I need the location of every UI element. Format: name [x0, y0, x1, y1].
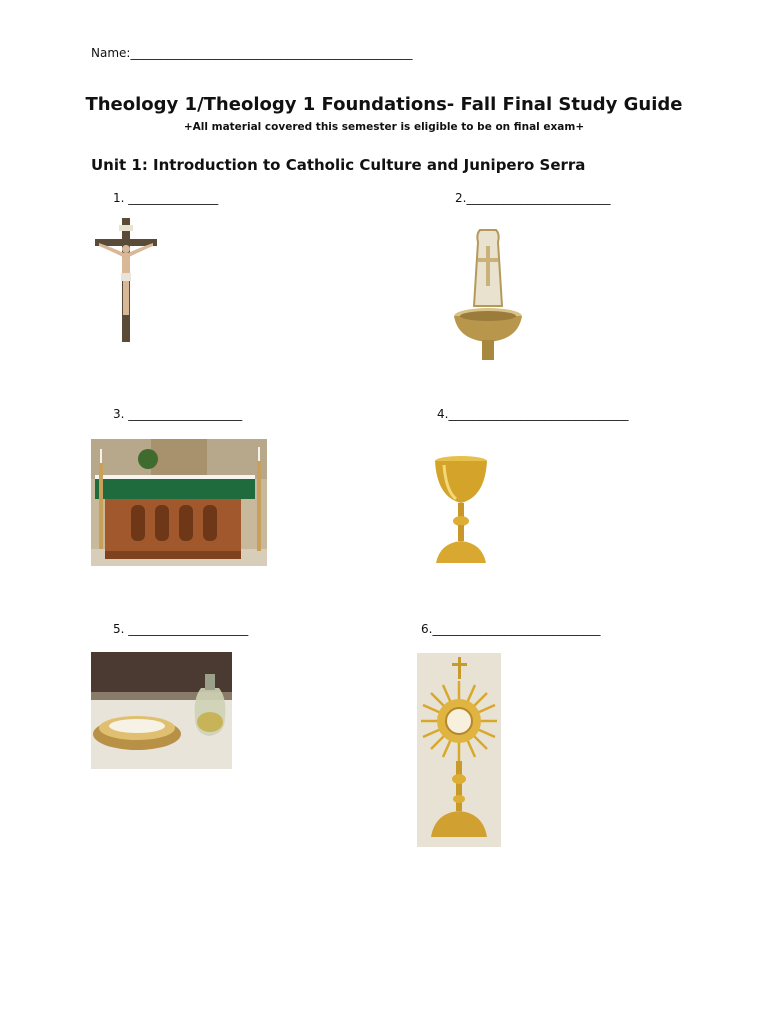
- altar-image: [91, 439, 267, 566]
- question-5-label: 5. ____________________: [113, 622, 249, 636]
- chalice-image: [430, 455, 492, 567]
- holy-water-font-image: [450, 228, 528, 362]
- question-2-label: 2.________________________: [455, 191, 611, 205]
- name-field-label: Name:_______________________________________________: [91, 46, 413, 60]
- question-6-label: 6.____________________________: [421, 622, 601, 636]
- question-4-label: 4.______________________________: [437, 407, 629, 421]
- monstrance-image: [417, 653, 501, 847]
- page-subtitle: +All material covered this semester is eligible to be on final exam+: [183, 121, 585, 133]
- unit-heading: Unit 1: Introduction to Catholic Culture and Junipero Serra: [91, 156, 586, 174]
- crucifix-image: [91, 215, 161, 345]
- page-title: Theology 1/Theology 1 Foundations- Fall Final Study Guide: [85, 94, 683, 115]
- question-1-label: 1. _______________: [113, 191, 219, 205]
- question-3-label: 3. ___________________: [113, 407, 243, 421]
- paten-and-cruet-image: [91, 652, 232, 769]
